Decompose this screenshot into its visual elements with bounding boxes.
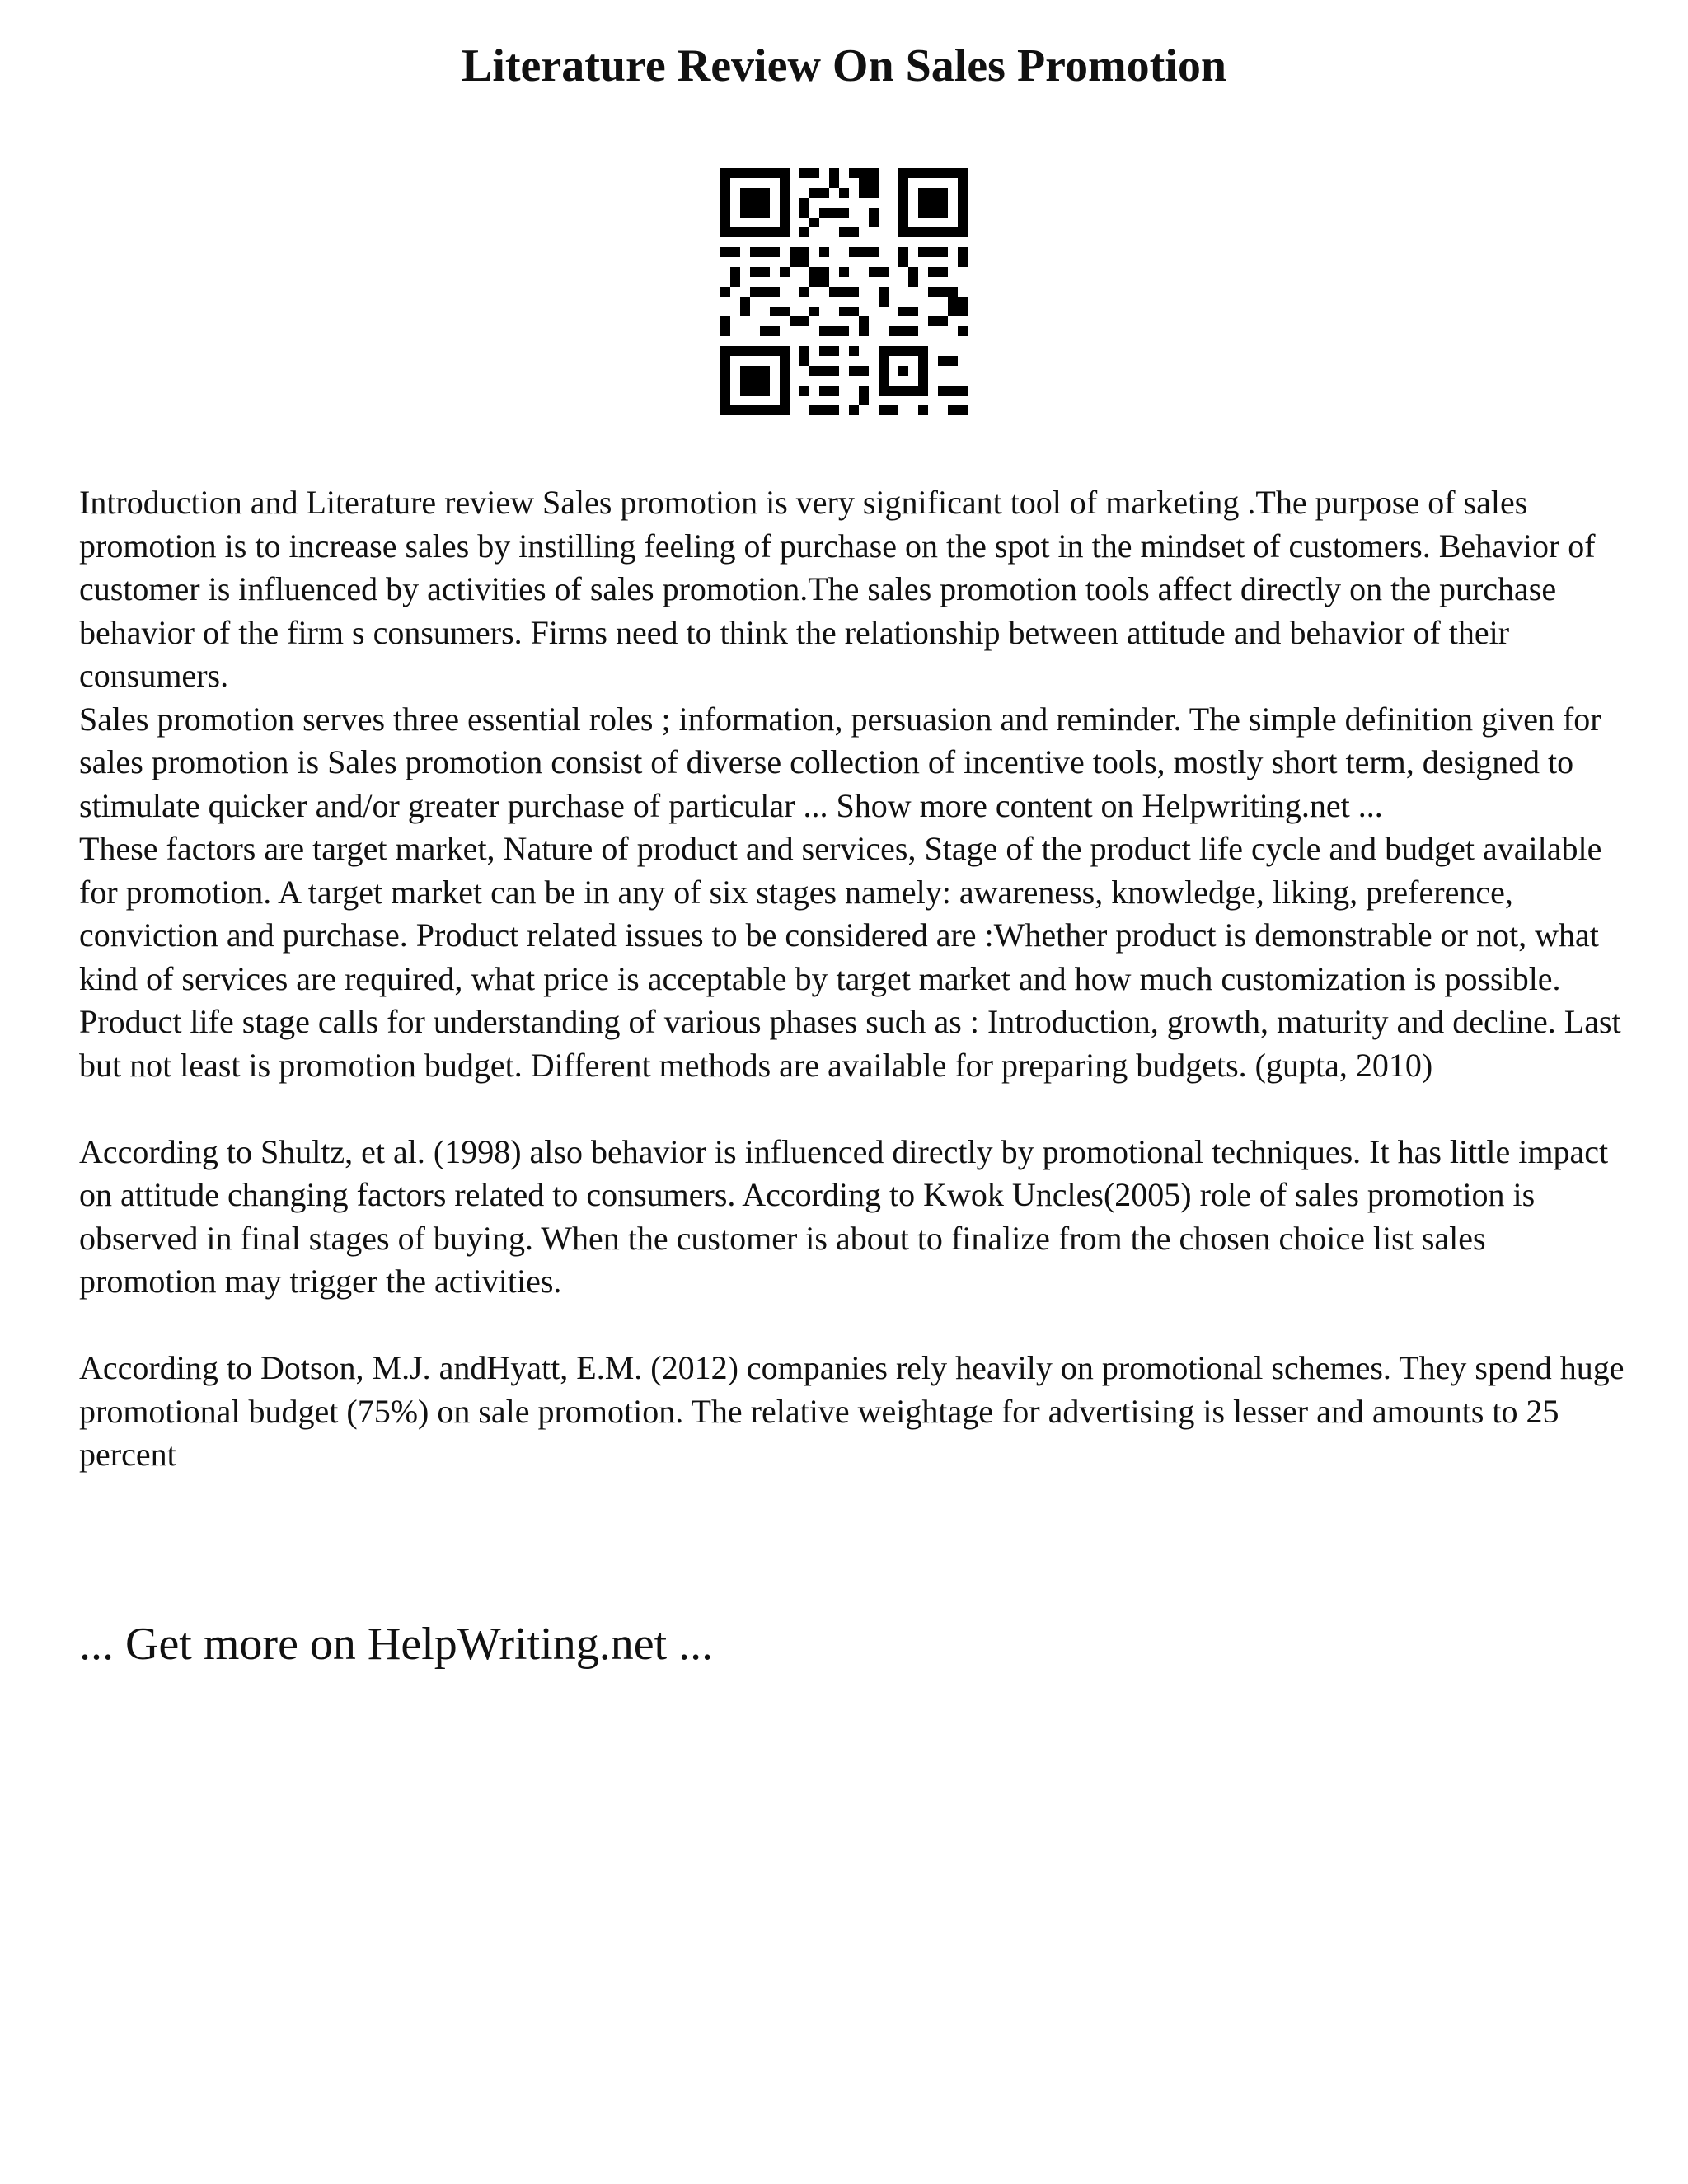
get-more-link[interactable]: ... Get more on HelpWriting.net ... <box>79 1619 714 1670</box>
paragraph-gap <box>79 1087 1629 1131</box>
qr-code-icon[interactable] <box>720 168 968 415</box>
paragraph-shultz: According to Shultz, et al. (1998) also behavior is influenced directly by promotional techniques. It has little impact on attitude changing factors related to consumers. According to Kwok Uncles(2005) role of sales promotion is observed in final stages of buying. When the customer is about to finalize from the chosen choice list sales promotion may trigger the activities. <box>79 1132 1609 1300</box>
page-title: Literature Review On Sales Promotion <box>461 40 1227 91</box>
paragraph-factors: These factors are target market, Nature of product and services, Stage of the product life cycle and budget available for promotion. A target market can be in any of six stages namely: awareness, knowledge, liking, preference, conviction and purchase. Product related issues to be considered are :Whether product is demonstrable or not, what kind of services are required, what price is acceptable by target market and how much customization is possible. Product life stage calls for understanding of various phases such as : Introduction, growth, maturity and decline. Last but not least is promotion budget. Different methods are available for preparing budgets. (gupta, 2010) <box>79 830 1621 1084</box>
paragraph-gap <box>79 1304 1629 1347</box>
paragraph-dotson: According to Dotson, M.J. andHyatt, E.M. (2012) companies rely heavily on promotional schemes. They spend huge promotional budget (75%) on sale promotion. The relative weightage for advertising is lesser and amounts to 25 percent <box>79 1349 1625 1473</box>
paragraph-intro: Introduction and Literature review Sales promotion is very significant tool of marketing .The purpose of sales promotion is to increase sales by instilling feeling of purchase on the spot in the mindset of customers. Behavior of customer is influenced by activities of sales promotion.The sales promotion tools affect directly on the purchase behavior of the firm s consumers. Firms need to think the relationship between attitude and behavior of their consumers. <box>79 484 1596 694</box>
article-body <box>79 481 1629 1477</box>
paragraph-roles: Sales promotion serves three essential roles ; information, persuasion and reminder. The simple definition given for sales promotion is Sales promotion consist of diverse collection of incentive tools, mostly short term, designed to stimulate quicker and/or greater purchase of particular ... Show more content on Helpwriting.net ... <box>79 700 1601 824</box>
